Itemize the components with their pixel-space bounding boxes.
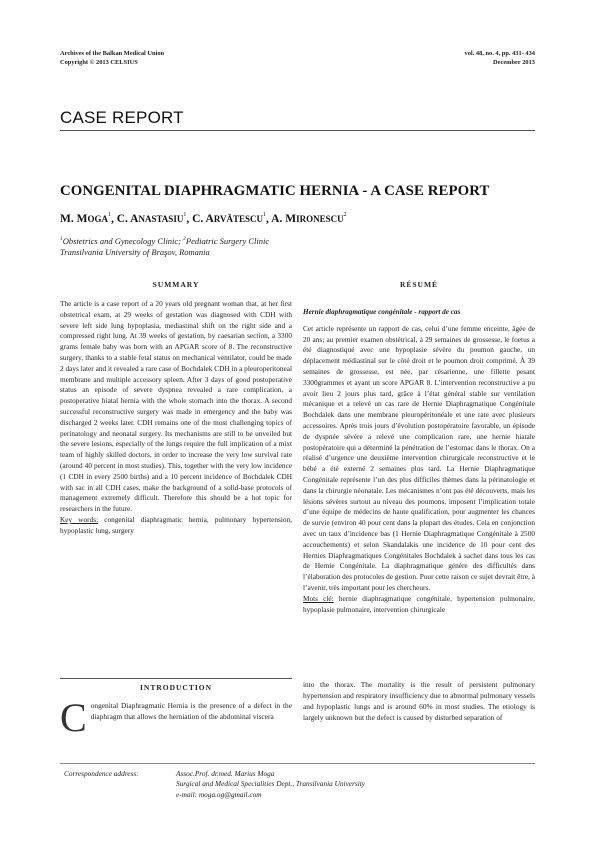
- article-type: CASE REPORT: [60, 108, 184, 127]
- summary-heading: SUMMARY: [152, 280, 200, 289]
- footer-rule: [60, 763, 535, 764]
- issue-date: December 2013: [493, 59, 535, 66]
- correspondence-address: [176, 769, 365, 800]
- intro-rule: [60, 678, 292, 679]
- resume-column: [303, 307, 535, 615]
- summary-text: The article is a case report of a 20 years old pregnant woman that, at her first obstetrical exam, at 29 weeks of gestation was diagnosed with CDH with severe left side lung hypoplasia, mediastinal shift on the right side and a compressed right lung. At 39 weeks of gestation, by caesarian section, a 3300 grams female baby was born with an APGAR score of 8. The reconstructive surgery, thanks to a stable fetal status on mechanical ventilator, could be made 2 days later and it revealed a rare case of Bochdalek CDH in a pleuroperitoneal membrane and multiple accessory spleen. After 3 days of good postoperative status an episode of severe dyspnea revealed a rare complication, a postoperative hiatal hernia with the whole stomach into the thorax. A second successful reconstructive surgery was made in emergency and the baby was discharged 2 weeks later. CDH remains one of the most challenging topics of perinatology and neonatal surgery. Its mechanisms are still to be unveiled but the severe lesions, especially of the lungs require the full implication of a mixt team of highly skilled doctors, in order to increase the very low survival rate (around 40 percent in most studies). This, together with the very low incidence (1 CDH in every 2500 births) and a 10 percent incidence of Bochdalek CDH with sac in all CDH cases, make the background of a solid-base protocols of management extremely difficult. Therefore this should be a hot topic for researchers in the future.: [60, 299, 292, 514]
- corr-name: Assoc.Prof. dr.med. Marius Moga: [176, 769, 275, 778]
- journal-header-left: [60, 49, 164, 67]
- section-divider: [60, 130, 535, 131]
- correspondence-label: Correspondence address:: [64, 769, 139, 778]
- journal-header-right: [465, 49, 535, 67]
- corr-dept: Surgical and Medical Specialities Dept., Transilvania University: [176, 779, 366, 789]
- summary-column: [60, 299, 292, 537]
- introduction-text-left: ongenital Diaphragmatic Hernia is the presence of a defect in the diaphragm that allows the herniation of the abdominal viscera: [90, 701, 292, 721]
- author: A. MIRONESCU$^2$: [271, 212, 347, 225]
- resume-subtitle: Hernie diaphragmatique congénitale - rapport de cas: [303, 308, 461, 316]
- drop-cap: C: [60, 695, 87, 740]
- author: C. ANASTASIU$^1$: [116, 212, 187, 225]
- journal-name: Archives of the Balkan Medical Union: [60, 50, 165, 57]
- introduction-left: [60, 695, 292, 740]
- summary-keywords: Key words: congenital diaphragmatic hernia, pulmonary hypertension, hypoplastic lung, surgery: [60, 514, 292, 535]
- article-title: CONGENITAL DIAPHRAGMATIC HERNIA - A CASE REPORT: [60, 183, 490, 199]
- corr-email: e-mail: moga.og@gmail.com: [176, 789, 262, 799]
- affiliations: $^1$Obstetrics and Gynecology Clinic; $^2$Pediatric Surgery Clinic Transilvania University of Braşov, Romania: [60, 235, 270, 257]
- copyright: Copyright © 2013 CELSIUS: [60, 59, 138, 66]
- author: C. ARVĂTESCU$^1$: [192, 212, 267, 225]
- resume-keywords: Mots clé: hernie diaphragmatique congénitale, hypertension pulmonaire, hypoplasie pulmonaire, intervention chirurgicale: [303, 593, 535, 614]
- resume-text: Cet article représente un rapport de cas, celui d’une femme enceinte, âgée de 20 ans; au premier examen obstétrical, à 29 semaines de grossesse, le foetus a été diagnostiqué avec une hypoplasie sévère du poumon gauche, un déplacement médiastinal sur le côté droit et le poumon droit comprimé. À 39 semaines de grossesse, est née, par césarienne, une fillette pesant 3300grammes et ayant un score APGAR 8. L’intervention reconstructive a pu avoir lieu 2 jours plus tard, grâce à l’état général stable sur ventilation mécanique et a relevé un cas rare de Hernie Diaphragmatique Congénitale Bochdalek dans une membrane pleuropéritonéale et une rate avec plusieurs accessoires. Après trois jours d’évolution postopératoire favorable, un épisode de dyspnée sévère a relevé une complication rare, une hernie hiatale postopératoire qui a déterminé la pénétration de l’estomac dans le thorax. On a réalisé d’urgence une deuxième intervention chirurgicale reconstructive et le bébé a été externé 2 semaines plus tard. La Hernie Diaphragmatique Congénitale représente l’un des plus difficiles thèmes dans la périnatologie et dans la chirurgie néonatale. Les mécanismes n’ont pas été découverts, mais les lésions sévères surtout au niveau des poumons, imposent l’implication totale d’une équipe de médecins de haute qualification, pour augmenter les chances de survie (environ 40 pour cent dans la plupart des études. Cela en conjonction avec un taux d’incidence bas (1 Hernie Diaphragmatique Congénitale à 2500 accouchements) et selon Skandalakis une incidence de 10 pour cent des Hernies Diaphragmatiques Congénitales Bochdalek à sachet dans tous les cas de Hernie Congénitale. La diaphragmatique génère des difficultés dans l’élaboration des protocoles de gestion. Pour cette raison ce sujet devrait être, à l’avenir, très important pour les chercheurs.: [303, 323, 535, 592]
- introduction-right: into the thorax. The mortality is the result of persistent pulmonary hypertension and respiratory insufficiency due to abnormal pulmonary vessels and hypoplastic lungs and is around 60% in most studies. The etiology is largely unknown but the defect is caused by disturbed separation of: [303, 680, 535, 722]
- resume-heading: RÉSUMÉ: [399, 280, 439, 289]
- author-list: M. MOGA$^1$, C. ANASTASIU$^1$, C. ARVĂTESCU$^1$, A. MIRONESCU$^2$: [60, 212, 347, 225]
- volume-info: vol. 48, no. 4, pp. 431- 434: [464, 50, 535, 57]
- author: M. MOGA$^1$: [60, 212, 111, 225]
- introduction-heading: INTRODUCTION: [139, 683, 212, 692]
